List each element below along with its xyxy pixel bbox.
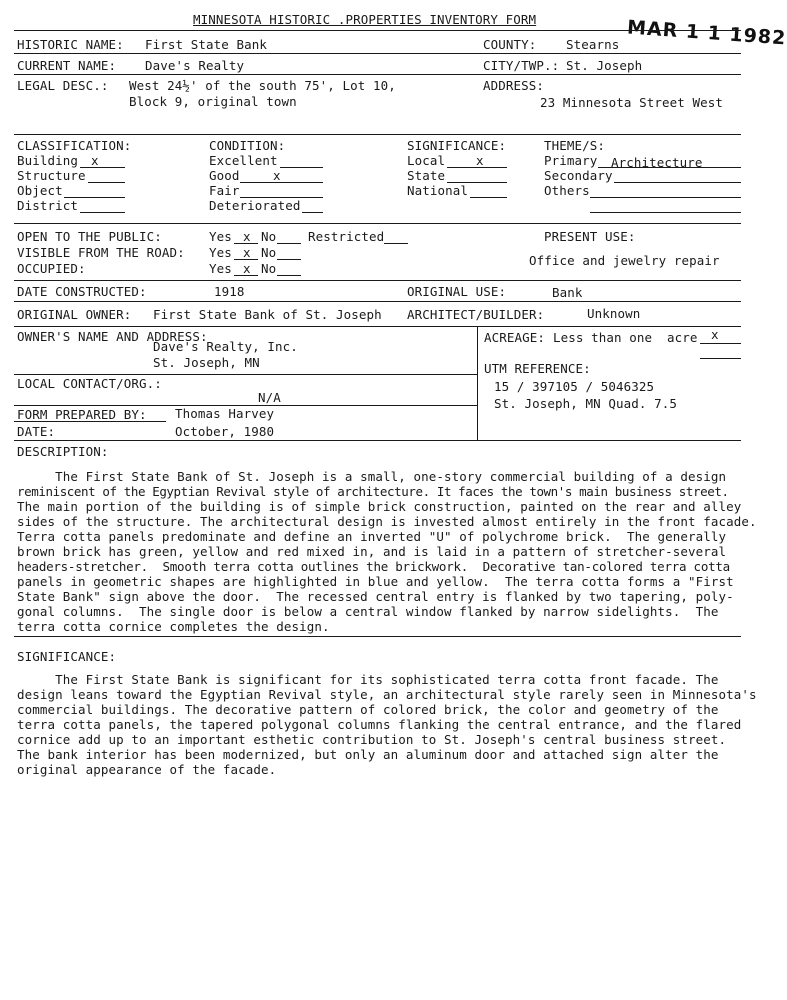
significance-local-mark: x <box>476 153 484 168</box>
classification-label: CLASSIFICATION: <box>17 138 132 153</box>
blank-line <box>302 212 323 213</box>
blank-line <box>598 167 741 168</box>
city-value: St. Joseph <box>566 58 643 73</box>
blank-line <box>80 212 125 213</box>
open-yes-mark: x <box>243 229 251 244</box>
occupied-yes-label: Yes <box>209 261 232 276</box>
blank-line <box>234 259 258 260</box>
acreage-value: Less than one <box>553 330 653 345</box>
architect-value: Unknown <box>587 306 641 321</box>
column-divider <box>477 326 478 440</box>
blank-line <box>700 358 741 359</box>
blank-line <box>240 182 323 183</box>
blank-line <box>614 182 741 183</box>
condition-good-mark: x <box>273 168 281 183</box>
original-use-label: ORIGINAL USE: <box>407 284 507 299</box>
section-rule <box>14 280 741 281</box>
occupied-yes-mark: x <box>243 261 251 276</box>
visible-yes-label: Yes <box>209 245 232 260</box>
local-contact-value: N/A <box>258 390 281 405</box>
description-text <box>17 469 759 634</box>
city-label: CITY/TWP.: <box>483 58 560 73</box>
visible-yes-mark: x <box>243 245 251 260</box>
description-line: Terra cotta panels predominate and define an inverted "U" of polychrome brick. The generally <box>17 529 727 544</box>
date-constructed-value: 1918 <box>214 284 245 299</box>
present-use-value: Office and jewelry repair <box>529 253 720 268</box>
occupied-no-label: No <box>261 261 277 276</box>
description-label: DESCRIPTION: <box>17 444 109 459</box>
acreage-mark: x <box>711 327 719 342</box>
condition-excellent-label: Excellent <box>209 153 278 168</box>
section-rule <box>14 223 741 224</box>
section-rule <box>14 134 741 135</box>
condition-fair-label: Fair <box>209 183 240 198</box>
legal-desc-line-1: West 24½' of the south 75', Lot 10, <box>129 78 396 93</box>
form-title: MINNESOTA HISTORIC .PROPERTIES INVENTORY FORM <box>193 12 537 27</box>
section-rule <box>14 636 741 637</box>
description-line: terra cotta cornice completes the design. <box>17 619 330 634</box>
significance-line: terra cotta panels, the tapered polygonal columns flanking the central entrance, and the flared <box>17 717 742 732</box>
blank-line <box>470 197 507 198</box>
current-name-value: Dave's Realty <box>145 58 245 73</box>
description-line: panels in geometric shapes are highlighted in blue and yellow. The terra cotta forms a "First <box>17 574 734 589</box>
county-label: COUNTY: <box>483 37 537 52</box>
visible-from-road-label: VISIBLE FROM THE ROAD: <box>17 245 185 260</box>
historic-name-value: First State Bank <box>145 37 268 52</box>
date-constructed-label: DATE CONSTRUCTED: <box>17 284 147 299</box>
theme-others-label: Others <box>544 183 590 198</box>
significance-line: commercial buildings. The decorative pattern of colored brick, the color and geometry of the <box>17 702 719 717</box>
significance-local-label: Local <box>407 153 446 168</box>
restricted-label: Restricted <box>308 229 385 244</box>
current-name-label: CURRENT NAME: <box>17 58 117 73</box>
prepared-by-label: FORM PREPARED BY: <box>17 407 147 422</box>
significance-state-label: State <box>407 168 446 183</box>
acreage-acre-label: acre <box>667 330 698 345</box>
visible-no-label: No <box>261 245 277 260</box>
description-line: headers-stretcher. Smooth terra cotta outlines the brickwork. Decorative tan-colored terra cotta <box>17 559 730 574</box>
blank-line <box>384 243 408 244</box>
blank-line <box>590 212 741 213</box>
row-rule <box>14 301 741 302</box>
architect-label: ARCHITECT/BUILDER: <box>407 307 545 322</box>
condition-good-label: Good <box>209 168 240 183</box>
theme-secondary-label: Secondary <box>544 168 613 183</box>
open-no-label: No <box>261 229 277 244</box>
county-value: Stearns <box>566 37 620 52</box>
blank-line <box>277 275 301 276</box>
blank-line <box>277 243 301 244</box>
address-value: 23 Minnesota Street West <box>540 95 724 110</box>
condition-label: CONDITION: <box>209 138 286 153</box>
description-line: brown brick has green, yellow and red mixed in, and is laid in a pattern of stretcher-several <box>17 544 727 559</box>
utm-line-1: 15 / 397105 / 5046325 <box>494 379 655 394</box>
themes-label: THEME/S: <box>544 138 606 153</box>
utm-label: UTM REFERENCE: <box>484 361 591 376</box>
legal-desc-line-2: Block 9, original town <box>129 94 297 109</box>
significance-line: original appearance of the facade. <box>17 762 277 777</box>
blank-line <box>280 167 323 168</box>
significance-text <box>17 672 759 777</box>
classification-district-label: District <box>17 198 79 213</box>
row-rule <box>14 74 741 75</box>
significance-line: design leans toward the Egyptian Revival style, an architectural style rarely seen in Minnesota's <box>17 687 757 702</box>
significance-line: The First State Bank is significant for its sophisticated terra cotta front facade. The <box>17 672 719 687</box>
occupied-label: OCCUPIED: <box>17 261 86 276</box>
blank-line <box>88 182 125 183</box>
classification-building-label: Building <box>17 153 79 168</box>
address-label: ADDRESS: <box>483 78 545 93</box>
utm-line-2: St. Joseph, MN Quad. 7.5 <box>494 396 678 411</box>
owner-label: OWNER'S NAME AND ADDRESS: <box>17 329 208 344</box>
row-rule <box>14 421 166 422</box>
significance-line: The bank interior has been modernized, but only an aluminum door and attached sign alter the <box>17 747 719 762</box>
blank-line <box>590 197 741 198</box>
description-line: sides of the structure. The architectural design is invested almost entirely in the front facade. <box>17 514 757 529</box>
blank-line <box>700 343 741 344</box>
original-use-value: Bank <box>552 285 583 300</box>
date-value: October, 1980 <box>175 424 275 439</box>
description-line: State Bank" sign above the door. The recessed central entry is flanked by two tapering, poly- <box>17 589 734 604</box>
significance-line: cornice add up to an important esthetic contribution to St. Joseph's central business street. <box>17 732 727 747</box>
theme-primary-label: Primary <box>544 153 598 168</box>
classification-structure-label: Structure <box>17 168 86 183</box>
legal-desc-label: LEGAL DESC.: <box>17 78 109 93</box>
blank-line <box>234 243 258 244</box>
blank-line <box>447 167 507 168</box>
row-rule <box>14 374 477 375</box>
description-line: The main portion of the building is of simple brick construction, painted on the rear and alley <box>17 499 742 514</box>
date-label: DATE: <box>17 424 56 439</box>
historic-name-label: HISTORIC NAME: <box>17 37 124 52</box>
row-rule <box>14 53 741 54</box>
original-owner-value: First State Bank of St. Joseph <box>153 307 382 322</box>
owner-line-2: St. Joseph, MN <box>153 355 260 370</box>
title-rule <box>14 30 741 31</box>
open-yes-label: Yes <box>209 229 232 244</box>
acreage-label: ACREAGE: <box>484 330 546 345</box>
prepared-by-value: Thomas Harvey <box>175 406 275 421</box>
description-line: The First State Bank of St. Joseph is a small, one-story commercial building of a design <box>17 469 727 484</box>
description-line: gonal columns. The single door is below a central window flanked by narrow sidelights. The <box>17 604 719 619</box>
present-use-label: PRESENT USE: <box>544 229 636 244</box>
open-to-public-label: OPEN TO THE PUBLIC: <box>17 229 162 244</box>
description-line: reminiscent of the Egyptian Revival style of architecture. It faces the town's main business street. <box>17 484 729 499</box>
significance-national-label: National <box>407 183 469 198</box>
significance-level-label: SIGNIFICANCE: <box>407 138 507 153</box>
received-date-stamp: MAR 1 1 1982 <box>626 16 787 50</box>
section-rule <box>14 440 741 441</box>
owner-line-1: Dave's Realty, Inc. <box>153 339 298 354</box>
blank-line <box>80 167 125 168</box>
local-contact-label: LOCAL CONTACT/ORG.: <box>17 376 162 391</box>
condition-deteriorated-label: Deteriorated <box>209 198 301 213</box>
original-owner-label: ORIGINAL OWNER: <box>17 307 132 322</box>
blank-line <box>234 275 258 276</box>
significance-label: SIGNIFICANCE: <box>17 649 117 664</box>
section-rule <box>14 326 741 327</box>
classification-object-label: Object <box>17 183 63 198</box>
blank-line <box>277 259 301 260</box>
theme-primary-value: Architecture <box>611 155 703 170</box>
classification-building-mark: x <box>91 153 99 168</box>
